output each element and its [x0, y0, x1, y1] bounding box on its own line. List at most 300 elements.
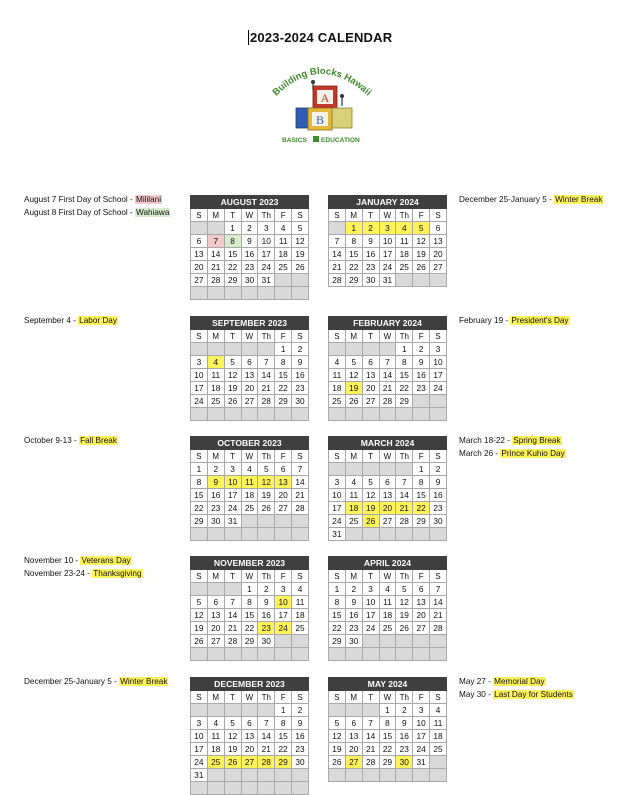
week-row	[191, 287, 309, 300]
right-note-group	[459, 193, 603, 206]
month-calendar	[328, 195, 447, 287]
empty-cell	[258, 769, 275, 782]
weekday-label: W	[241, 209, 258, 222]
day-cell: 23	[396, 743, 413, 756]
weekday-label: M	[345, 570, 362, 583]
day-cell: 20	[241, 382, 258, 395]
month-calendar	[190, 316, 309, 421]
week-row	[191, 356, 309, 369]
event-label: Labor Day	[79, 316, 117, 325]
empty-cell	[379, 769, 396, 782]
day-cell: 18	[207, 382, 224, 395]
day-cell: 8	[396, 356, 413, 369]
weekday-label: T	[362, 450, 379, 463]
day-cell: 14	[362, 730, 379, 743]
empty-cell	[224, 528, 241, 541]
day-cell: 9	[292, 356, 309, 369]
week-row	[191, 717, 309, 730]
empty-cell	[413, 648, 430, 661]
day-cell: 22	[224, 261, 241, 274]
empty-cell	[207, 782, 224, 795]
empty-cell	[224, 769, 241, 782]
empty-cell	[430, 528, 447, 541]
empty-cell	[275, 635, 292, 648]
empty-cell	[191, 287, 208, 300]
day-cell: 5	[258, 463, 275, 476]
day-cell: 12	[224, 369, 241, 382]
weekday-label: S	[329, 209, 346, 222]
day-cell: 17	[224, 489, 241, 502]
day-cell: 28	[430, 622, 447, 635]
day-cell: 28	[292, 502, 309, 515]
day-cell: 9	[241, 235, 258, 248]
event-note	[24, 206, 170, 219]
empty-cell	[396, 463, 413, 476]
empty-cell	[345, 343, 362, 356]
day-cell: 15	[396, 369, 413, 382]
month-calendar	[328, 316, 447, 421]
empty-cell	[224, 408, 241, 421]
day-cell: 3	[362, 583, 379, 596]
text-cursor	[248, 30, 249, 45]
empty-cell	[345, 704, 362, 717]
day-cell: 19	[224, 382, 241, 395]
empty-cell	[207, 528, 224, 541]
weekday-label: M	[207, 570, 224, 583]
day-cell: 23	[345, 622, 362, 635]
day-cell: 4	[292, 583, 309, 596]
empty-cell	[275, 528, 292, 541]
day-cell: 28	[258, 756, 275, 769]
day-cell: 26	[191, 635, 208, 648]
day-cell: 19	[329, 743, 346, 756]
day-cell: 29	[224, 274, 241, 287]
day-cell: 17	[413, 730, 430, 743]
day-cell: 19	[413, 248, 430, 261]
day-cell: 18	[275, 248, 292, 261]
day-cell: 9	[207, 476, 224, 489]
week-row	[191, 476, 309, 489]
day-cell: 26	[396, 622, 413, 635]
weekday-label: S	[430, 209, 447, 222]
event-date: December 25-January 5 -	[24, 677, 120, 686]
day-cell: 14	[329, 248, 346, 261]
empty-cell	[396, 274, 413, 287]
day-cell: 21	[396, 502, 413, 515]
day-cell: 25	[275, 261, 292, 274]
day-cell: 20	[207, 622, 224, 635]
day-cell: 15	[275, 369, 292, 382]
empty-cell	[258, 648, 275, 661]
weekday-label: T	[224, 330, 241, 343]
week-row	[329, 369, 447, 382]
week-row	[191, 274, 309, 287]
day-cell: 16	[396, 730, 413, 743]
day-cell: 7	[329, 235, 346, 248]
weekday-label: S	[292, 209, 309, 222]
day-cell: 16	[292, 369, 309, 382]
day-cell: 26	[345, 395, 362, 408]
empty-cell	[379, 528, 396, 541]
weekday-label: T	[362, 330, 379, 343]
day-cell: 9	[345, 596, 362, 609]
day-cell: 7	[207, 235, 224, 248]
month-title: NOVEMBER 2023	[191, 557, 309, 570]
month-title: AUGUST 2023	[191, 196, 309, 209]
day-cell: 24	[329, 515, 346, 528]
event-date: August 7 First Day of School -	[24, 195, 136, 204]
day-cell: 2	[292, 343, 309, 356]
empty-cell	[275, 408, 292, 421]
weekday-label: W	[241, 691, 258, 704]
empty-cell	[329, 769, 346, 782]
day-cell: 3	[191, 356, 208, 369]
empty-cell	[258, 704, 275, 717]
day-cell: 24	[379, 261, 396, 274]
day-cell: 12	[396, 596, 413, 609]
week-row	[191, 756, 309, 769]
day-cell: 6	[275, 463, 292, 476]
day-cell: 3	[275, 583, 292, 596]
event-note	[459, 314, 570, 327]
weekday-label: Th	[258, 691, 275, 704]
event-note	[459, 688, 574, 701]
week-row	[191, 235, 309, 248]
day-cell: 26	[224, 756, 241, 769]
day-cell: 17	[379, 248, 396, 261]
day-cell: 13	[241, 730, 258, 743]
month-title: OCTOBER 2023	[191, 437, 309, 450]
day-cell: 16	[413, 369, 430, 382]
day-cell: 21	[362, 743, 379, 756]
weekday-label: S	[191, 450, 208, 463]
event-date: December 25-January 5 -	[459, 195, 555, 204]
day-cell: 11	[329, 369, 346, 382]
day-cell: 26	[224, 395, 241, 408]
day-cell: 25	[207, 756, 224, 769]
empty-cell	[207, 769, 224, 782]
empty-cell	[362, 769, 379, 782]
weekday-label: F	[413, 330, 430, 343]
week-row	[191, 622, 309, 635]
empty-cell	[275, 769, 292, 782]
day-cell: 11	[241, 476, 258, 489]
week-row	[329, 274, 447, 287]
week-row	[329, 528, 447, 541]
empty-cell	[207, 648, 224, 661]
weekday-label: S	[329, 570, 346, 583]
empty-cell	[379, 343, 396, 356]
day-cell: 23	[258, 622, 275, 635]
day-cell: 13	[275, 476, 292, 489]
event-date: November 10 -	[24, 556, 81, 565]
day-cell: 20	[413, 609, 430, 622]
day-cell: 15	[329, 609, 346, 622]
day-cell: 31	[258, 274, 275, 287]
day-cell: 30	[207, 515, 224, 528]
empty-cell	[275, 648, 292, 661]
svg-text:B: B	[315, 113, 325, 127]
day-cell: 19	[258, 489, 275, 502]
empty-cell	[329, 343, 346, 356]
day-cell: 21	[207, 261, 224, 274]
empty-cell	[362, 408, 379, 421]
empty-cell	[430, 408, 447, 421]
day-cell: 2	[430, 463, 447, 476]
block-right	[332, 108, 352, 128]
event-note	[24, 567, 143, 580]
day-cell: 7	[292, 463, 309, 476]
empty-cell	[413, 528, 430, 541]
weekday-label: S	[292, 691, 309, 704]
weekday-label: Th	[396, 450, 413, 463]
day-cell: 3	[413, 704, 430, 717]
week-row	[329, 489, 447, 502]
day-cell: 18	[207, 743, 224, 756]
empty-cell	[275, 287, 292, 300]
day-cell: 21	[258, 382, 275, 395]
empty-cell	[191, 648, 208, 661]
empty-cell	[275, 274, 292, 287]
day-cell: 8	[275, 717, 292, 730]
week-row	[329, 730, 447, 743]
day-cell: 22	[241, 622, 258, 635]
month-title: DECEMBER 2023	[191, 678, 309, 691]
event-date: October 9-13 -	[24, 436, 80, 445]
day-cell: 24	[413, 743, 430, 756]
weekday-label: T	[362, 209, 379, 222]
day-cell: 10	[224, 476, 241, 489]
empty-cell	[413, 395, 430, 408]
month-title: MARCH 2024	[329, 437, 447, 450]
day-cell: 9	[362, 235, 379, 248]
weekday-label: T	[224, 209, 241, 222]
day-cell: 29	[191, 515, 208, 528]
empty-cell	[362, 343, 379, 356]
left-note-group	[24, 314, 118, 327]
empty-cell	[241, 782, 258, 795]
day-cell: 6	[207, 596, 224, 609]
day-cell: 27	[379, 515, 396, 528]
day-cell: 20	[430, 248, 447, 261]
week-row	[191, 648, 309, 661]
empty-cell	[379, 648, 396, 661]
day-cell: 16	[241, 248, 258, 261]
weekday-label: F	[275, 450, 292, 463]
empty-cell	[191, 528, 208, 541]
day-cell: 7	[258, 717, 275, 730]
empty-cell	[207, 343, 224, 356]
week-row	[329, 648, 447, 661]
empty-cell	[258, 515, 275, 528]
day-cell: 26	[329, 756, 346, 769]
day-cell: 6	[430, 222, 447, 235]
weekday-label: T	[224, 570, 241, 583]
event-date: March 18-22 -	[459, 436, 513, 445]
day-cell: 16	[258, 609, 275, 622]
empty-cell	[207, 704, 224, 717]
day-cell: 14	[258, 369, 275, 382]
empty-cell	[362, 635, 379, 648]
day-cell: 17	[430, 369, 447, 382]
weekday-label: F	[413, 691, 430, 704]
day-cell: 16	[207, 489, 224, 502]
day-cell: 8	[224, 235, 241, 248]
day-cell: 7	[396, 476, 413, 489]
day-cell: 10	[329, 489, 346, 502]
logo-small-block	[313, 136, 319, 142]
day-cell: 4	[379, 583, 396, 596]
event-note	[459, 434, 566, 447]
empty-cell	[241, 287, 258, 300]
week-row	[191, 463, 309, 476]
logo-basics-text: BASICS	[282, 137, 307, 144]
day-cell: 22	[329, 622, 346, 635]
empty-cell	[292, 769, 309, 782]
day-cell: 12	[362, 489, 379, 502]
day-cell: 12	[413, 235, 430, 248]
left-note-group	[24, 193, 170, 219]
day-cell: 26	[413, 261, 430, 274]
right-note-group	[459, 675, 574, 701]
weekday-label: F	[413, 570, 430, 583]
weekday-label: T	[362, 570, 379, 583]
empty-cell	[292, 635, 309, 648]
event-note	[24, 675, 168, 688]
day-cell: 5	[191, 596, 208, 609]
day-cell: 21	[379, 382, 396, 395]
day-cell: 2	[396, 704, 413, 717]
day-cell: 17	[191, 382, 208, 395]
week-row	[191, 248, 309, 261]
day-cell: 17	[329, 502, 346, 515]
week-row	[329, 756, 447, 769]
weekday-label: S	[329, 450, 346, 463]
day-cell: 1	[413, 463, 430, 476]
day-cell: 29	[379, 756, 396, 769]
month-title: JANUARY 2024	[329, 196, 447, 209]
week-row	[329, 769, 447, 782]
empty-cell	[191, 408, 208, 421]
day-cell: 12	[224, 730, 241, 743]
empty-cell	[207, 222, 224, 235]
day-cell: 30	[292, 395, 309, 408]
day-cell: 22	[396, 382, 413, 395]
week-row	[329, 609, 447, 622]
day-cell: 20	[362, 382, 379, 395]
day-cell: 5	[329, 717, 346, 730]
month-title: MAY 2024	[329, 678, 447, 691]
weekday-label: S	[430, 450, 447, 463]
weekday-label: T	[362, 691, 379, 704]
day-cell: 24	[224, 502, 241, 515]
day-cell: 22	[379, 743, 396, 756]
day-cell: 30	[362, 274, 379, 287]
day-cell: 13	[207, 609, 224, 622]
day-cell: 26	[362, 515, 379, 528]
weekday-label: S	[292, 330, 309, 343]
week-row	[191, 583, 309, 596]
empty-cell	[292, 648, 309, 661]
page-title-text: 2023-2024 CALENDAR	[250, 30, 393, 45]
empty-cell	[292, 782, 309, 795]
day-cell: 23	[241, 261, 258, 274]
day-cell: 13	[191, 248, 208, 261]
day-cell: 10	[413, 717, 430, 730]
week-row	[329, 704, 447, 717]
day-cell: 2	[292, 704, 309, 717]
day-cell: 11	[275, 235, 292, 248]
week-row	[329, 463, 447, 476]
day-cell: 1	[191, 463, 208, 476]
day-cell: 14	[258, 730, 275, 743]
empty-cell	[241, 648, 258, 661]
empty-cell	[191, 343, 208, 356]
empty-cell	[258, 287, 275, 300]
day-cell: 29	[241, 635, 258, 648]
day-cell: 27	[241, 395, 258, 408]
day-cell: 12	[191, 609, 208, 622]
day-cell: 19	[362, 502, 379, 515]
day-cell: 11	[345, 489, 362, 502]
week-row	[191, 261, 309, 274]
day-cell: 7	[379, 356, 396, 369]
day-cell: 20	[241, 743, 258, 756]
week-row	[329, 395, 447, 408]
day-cell: 31	[379, 274, 396, 287]
weekday-label: Th	[396, 570, 413, 583]
week-row	[191, 635, 309, 648]
weekday-label: M	[207, 330, 224, 343]
day-cell: 27	[275, 502, 292, 515]
day-cell: 12	[345, 369, 362, 382]
day-cell: 9	[258, 596, 275, 609]
empty-cell	[241, 704, 258, 717]
day-cell: 1	[345, 222, 362, 235]
day-cell: 19	[396, 609, 413, 622]
week-row	[329, 515, 447, 528]
day-cell: 27	[362, 395, 379, 408]
empty-cell	[396, 635, 413, 648]
event-date: May 27 -	[459, 677, 494, 686]
day-cell: 22	[413, 502, 430, 515]
week-row	[329, 717, 447, 730]
day-cell: 30	[430, 515, 447, 528]
day-cell: 5	[292, 222, 309, 235]
day-cell: 1	[275, 343, 292, 356]
day-cell: 3	[224, 463, 241, 476]
day-cell: 20	[345, 743, 362, 756]
event-label: Mililani	[136, 195, 162, 204]
empty-cell	[292, 515, 309, 528]
week-row	[329, 408, 447, 421]
day-cell: 4	[396, 222, 413, 235]
day-cell: 7	[258, 356, 275, 369]
day-cell: 31	[224, 515, 241, 528]
empty-cell	[241, 528, 258, 541]
empty-cell	[379, 635, 396, 648]
empty-cell	[207, 408, 224, 421]
day-cell: 14	[430, 596, 447, 609]
day-cell: 12	[258, 476, 275, 489]
week-row	[191, 596, 309, 609]
day-cell: 9	[292, 717, 309, 730]
week-row	[191, 395, 309, 408]
weekday-label: S	[292, 570, 309, 583]
empty-cell	[292, 408, 309, 421]
day-cell: 30	[396, 756, 413, 769]
building-blocks-logo	[266, 52, 376, 150]
